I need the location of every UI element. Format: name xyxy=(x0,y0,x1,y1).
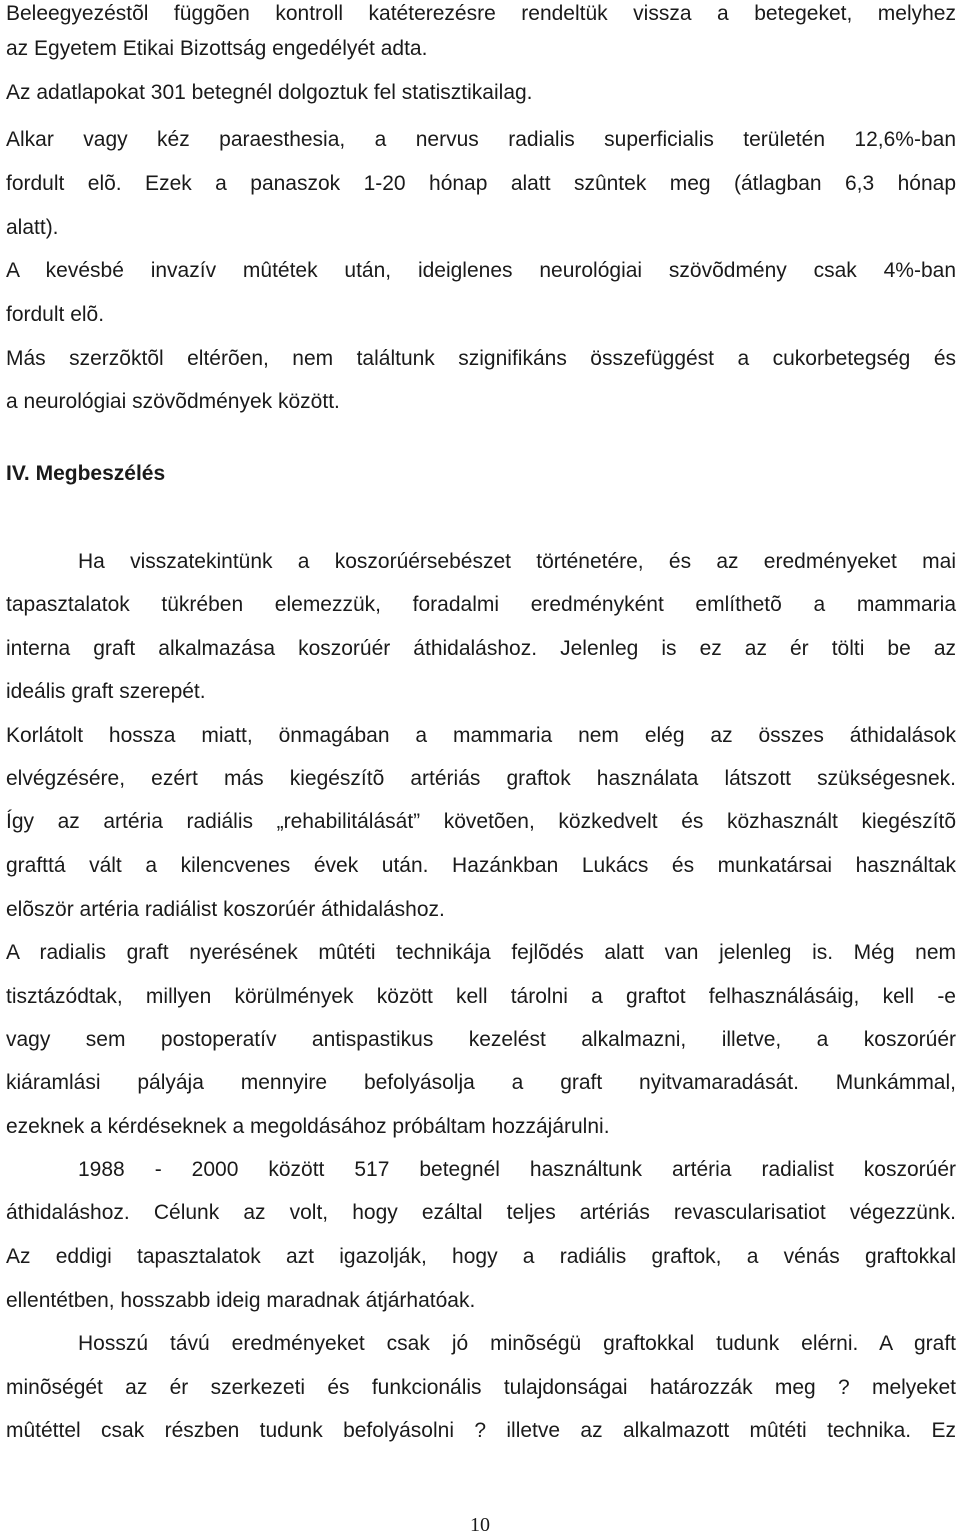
text-line: Korlátolt hossza miatt, önmagában a mammaria nem elég az összes áthidalások xyxy=(6,724,956,747)
text-line: elõször artéria radiálist koszorúér áthidaláshoz. xyxy=(6,898,445,921)
text-line: mûtéttel csak részben tudunk befolyásolni ? illetve az alkalmazott mûtéti technika. Ez xyxy=(6,1419,956,1442)
text-line: interna graft alkalmazása koszorúér áthidaláshoz. Jelenleg is ez az ér tölti be az xyxy=(6,637,956,660)
text-line: vagy sem postoperatív antispastikus kezelést alkalmazni, illetve, a koszorúér xyxy=(6,1028,956,1051)
text-line: A kevésbé invazív mûtétek után, ideiglenes neurológiai szövõdmény csak 4%-ban xyxy=(6,259,956,282)
text-line: fordult elõ. xyxy=(6,303,105,326)
page-number: 10 xyxy=(470,1514,490,1536)
text-line: minõségét az ér szerkezeti és funkcionális tulajdonságai határozzák meg ? melyeket xyxy=(6,1376,956,1399)
text-line: Alkar vagy kéz paraesthesia, a nervus radialis superficialis területén 12,6%-ban xyxy=(6,128,956,151)
text-line: Hosszú távú eredményeket csak jó minõségü graftokkal tudunk elérni. A graft xyxy=(78,1332,956,1355)
text-line: ideális graft szerepét. xyxy=(6,680,206,703)
text-line: Az eddigi tapasztalatok azt igazolják, hogy a radiális graftok, a vénás graftokkal xyxy=(6,1245,956,1268)
text-line: az Egyetem Etikai Bizottság engedélyét adta. xyxy=(6,37,428,60)
text-line: ellentétben, hosszabb ideig maradnak átjárhatóak. xyxy=(6,1289,476,1312)
text-line: grafttá vált a kilencvenes évek után. Hazánkban Lukács és munkatársai használtak xyxy=(6,854,956,877)
text-line: Más szerzõktõl eltérõen, nem találtunk szignifikáns összefüggést a cukorbetegség és xyxy=(6,347,956,370)
text-line: Ha visszatekintünk a koszorúérsebészet történetére, és az eredményeket mai xyxy=(78,550,956,573)
text-line: 1988 - 2000 között 517 betegnél használtunk artéria radialist koszorúér xyxy=(78,1158,956,1181)
text-line: áthidaláshoz. Célunk az volt, hogy ezáltal teljes artériás revascularisatiot végezzünk. xyxy=(6,1201,956,1224)
text-line: alatt). xyxy=(6,216,59,239)
text-line: elvégzésére, ezért más kiegészítõ artériás graftok használata látszott szükségesnek. xyxy=(6,767,956,790)
text-line: Az adatlapokat 301 betegnél dolgoztuk fel statisztikailag. xyxy=(6,81,533,104)
text-line: tapasztalatok tükrében elemezzük, foradalmi eredményként említhetõ a mammaria xyxy=(6,593,956,616)
text-line: Így az artéria radiális „rehabilitálását” követõen, közkedvelt és közhasznált kiegészítõ xyxy=(6,810,956,833)
text-line: A radialis graft nyerésének mûtéti technikája fejlõdés alatt van jelenleg is. Még nem xyxy=(6,941,956,964)
text-line: fordult elõ. Ezek a panaszok 1-20 hónap alatt szûntek meg (átlagban 6,3 hónap xyxy=(6,172,956,195)
text-line: ezeknek a kérdéseknek a megoldásához próbáltam hozzájárulni. xyxy=(6,1115,610,1138)
text-line: Beleegyezéstõl függõen kontroll katéterezésre rendeltük vissza a betegeket, melyhez xyxy=(6,2,956,25)
text-line: tisztázódtak, millyen körülmények között kell tárolni a graftot felhasználásáig, kell -e xyxy=(6,985,956,1008)
text-line: kiáramlási pályája mennyire befolyásolja a graft nyitvamaradását. Munkámmal, xyxy=(6,1071,956,1094)
section-heading: IV. Megbeszélés xyxy=(6,462,166,485)
text-line: a neurológiai szövõdmények között. xyxy=(6,390,340,413)
